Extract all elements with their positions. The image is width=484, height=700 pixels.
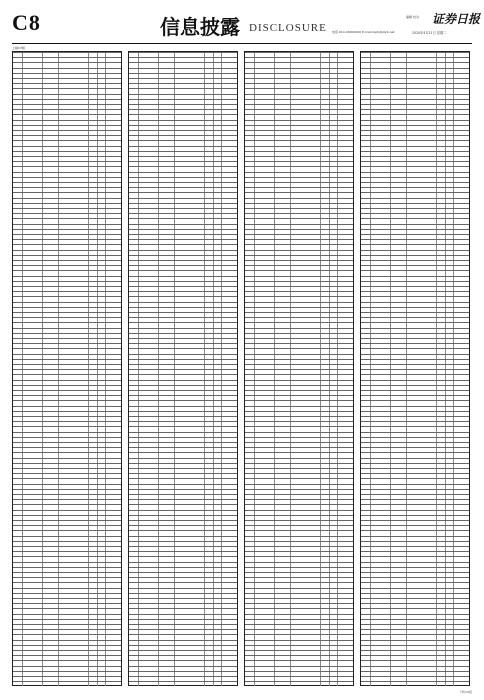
table-cell [437,682,447,686]
listing-column-3 [244,46,354,686]
listing-area [12,46,472,686]
table-cell [23,682,44,686]
table-cell [43,682,59,686]
table-cell [275,682,291,686]
table-cell [129,682,139,686]
listing-table [128,51,238,686]
table-cell [106,682,121,686]
listing-column-1 [12,46,122,686]
continuation-note: 下转C9版 [458,690,472,694]
table-cell [338,682,353,686]
table-row [245,681,353,686]
table-cell [321,682,331,686]
table-cell [98,682,106,686]
table-cell [59,682,88,686]
table-cell [454,682,469,686]
table-row [13,681,121,686]
table-cell [371,682,392,686]
table-cell [291,682,320,686]
header-rule [12,43,472,44]
table-cell [255,682,276,686]
table-cell [214,682,222,686]
table-cell [139,682,160,686]
section-subtitle: DISCLOSURE [249,22,327,34]
table-row [129,681,237,686]
table-cell [222,682,237,686]
table-cell [361,682,371,686]
issue-date: 2020年4月21日 星期二 [412,31,447,35]
table-cell [245,682,255,686]
table-cell [330,682,338,686]
table-cell [391,682,407,686]
listing-column-2 [128,46,238,686]
masthead [12,10,481,40]
editor-credits: 编辑 校对 [406,15,419,19]
table-cell [446,682,454,686]
table-cell [407,682,436,686]
contact-line: 电话:010-00000000 E-mail:zqrb@zqrb.net [332,30,395,34]
newspaper-logo: 证券日报 [432,12,481,26]
table-cell [13,682,23,686]
table-cell [159,682,175,686]
listing-table [12,51,122,686]
listing-table [360,51,470,686]
column-header: 上接C7版 [12,46,26,50]
listing-table [244,51,354,686]
section-title: 信息披露 [160,15,240,39]
table-row [361,681,469,686]
listing-column-4 [360,46,470,686]
table-cell [205,682,215,686]
table-cell [175,682,204,686]
table-cell [89,682,99,686]
page-number: C8 [12,10,41,35]
